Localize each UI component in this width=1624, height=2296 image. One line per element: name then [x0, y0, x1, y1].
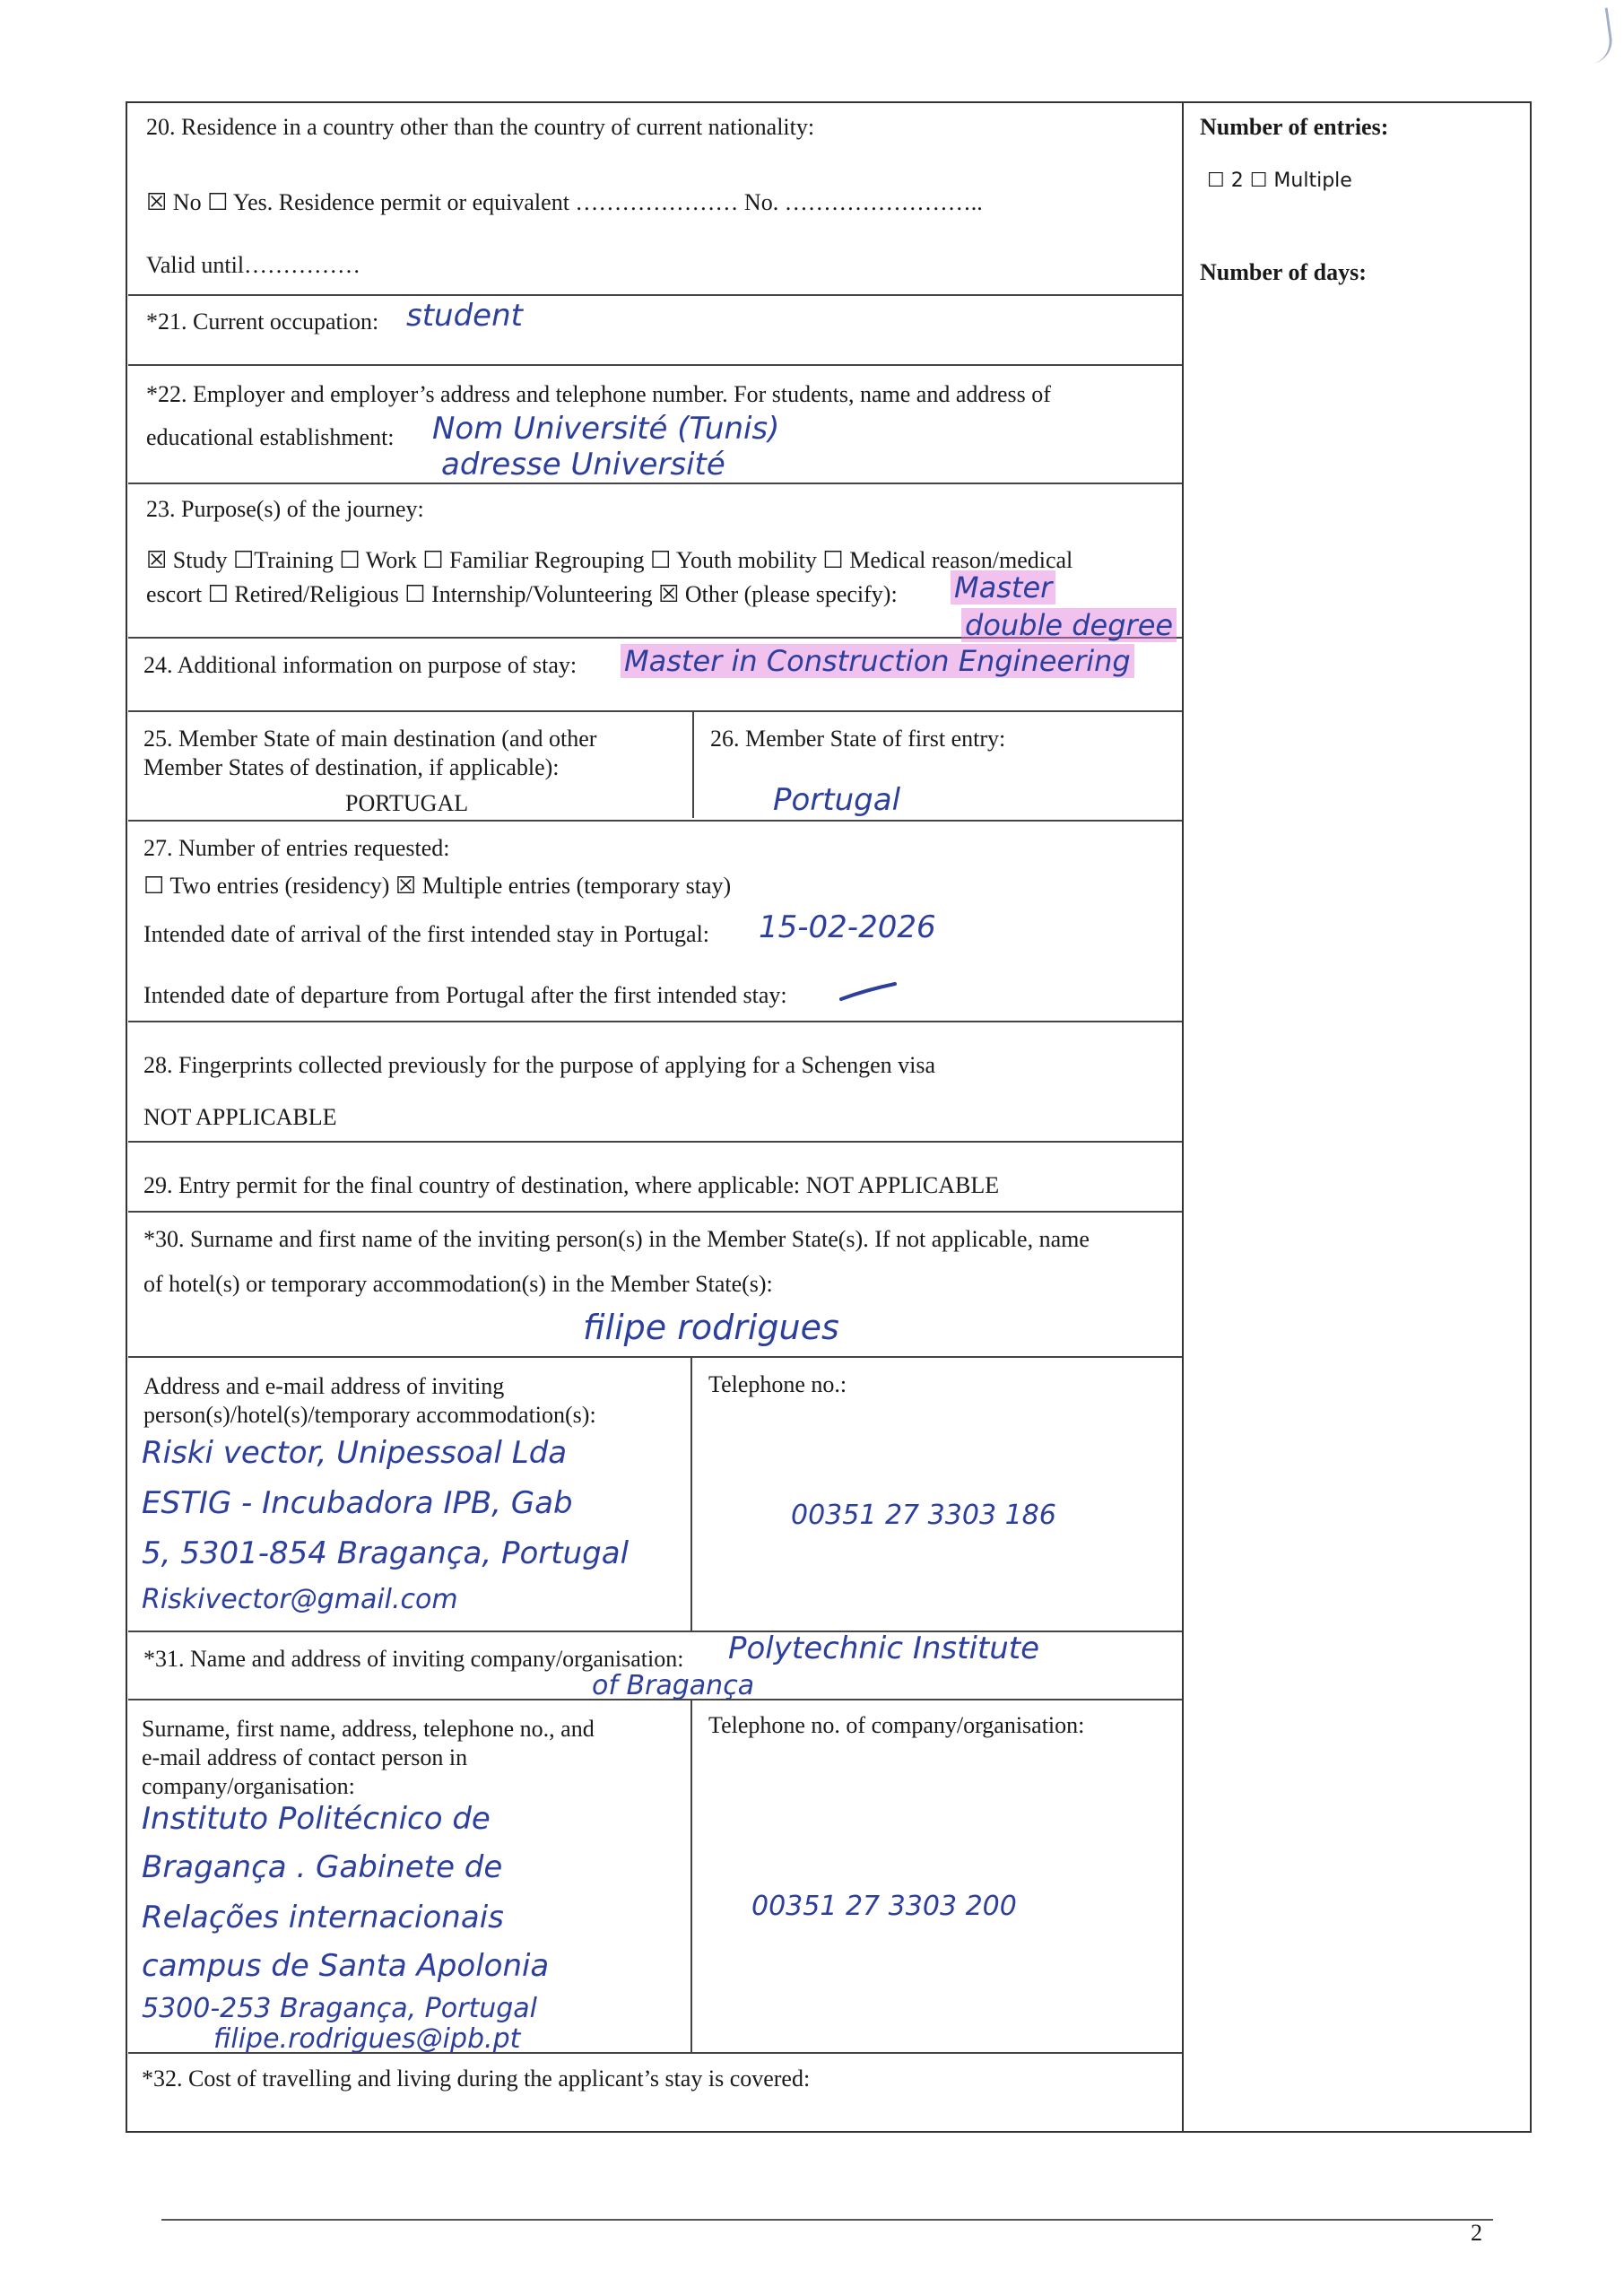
contact-telephone-label: Telephone no. of company/organisation:	[708, 1712, 1085, 1738]
field-23-options-line2[interactable]: escort ☐ Retired/Religious ☐ Internship/Volunteering ☒ Other (please specify):	[146, 581, 898, 607]
contact-value-line5: 5300-253 Bragança, Portugal	[142, 1993, 537, 2024]
field-31-label: *31. Name and address of inviting company/organisation:	[143, 1646, 684, 1672]
field-24-label: 24. Additional information on purpose of stay:	[143, 652, 578, 678]
row-divider	[128, 1356, 1182, 1358]
field-20-label: 20. Residence in a country other than the country of current nationality:	[146, 114, 815, 140]
address-telephone-value: 00351 27 3303 186	[791, 1500, 1056, 1531]
form-side-column	[1182, 101, 1532, 2133]
contact-label-line1: Surname, first name, address, telephone no., and	[142, 1716, 595, 1742]
column-divider	[690, 1700, 692, 2052]
field-27-options[interactable]: ☐ Two entries (residency) ☒ Multiple entries (temporary stay)	[143, 873, 732, 899]
field-28-label: 28. Fingerprints collected previously for the purpose of applying for a Schengen visa	[143, 1052, 936, 1078]
corner-scan-mark	[1584, 7, 1615, 64]
number-of-days-label: Number of days:	[1200, 259, 1367, 285]
field-22-value-line2: adresse Université	[441, 447, 725, 483]
row-divider	[128, 1141, 1182, 1143]
field-29-label: 29. Entry permit for the final country of destination, where applicable: NOT APPLICABLE	[143, 1172, 1000, 1198]
footer-rule	[161, 2219, 1493, 2221]
row-divider	[128, 1211, 1182, 1213]
field-22-value-line1: Nom Université (Tunis)	[432, 411, 780, 447]
field-30-label-line2: of hotel(s) or temporary accommodation(s) in the Member State(s):	[143, 1271, 773, 1297]
address-telephone-label: Telephone no.:	[708, 1371, 847, 1397]
row-divider	[128, 1021, 1182, 1022]
field-28-value: NOT APPLICABLE	[143, 1104, 337, 1130]
field-25-label-line2: Member States of destination, if applicable):	[143, 754, 560, 780]
field-31-value-line1: Polytechnic Institute	[728, 1631, 1040, 1666]
field-26-value: Portugal	[773, 782, 901, 818]
row-divider	[128, 710, 1182, 712]
field-21-label: *21. Current occupation:	[146, 309, 379, 335]
field-24-value-text: Master in Construction Engineering	[621, 644, 1134, 678]
field-20-options[interactable]: ☒ No ☐ Yes. Residence permit or equivalent ………………… No. ……………………..	[146, 189, 983, 215]
address-value-line2: ESTIG - Incubadora IPB, Gab	[142, 1485, 573, 1521]
field-22-label-line1: *22. Employer and employer’s address and telephone number. For students, name and address of	[146, 381, 1051, 407]
column-divider	[690, 1358, 692, 1631]
field-26-label: 26. Member State of first entry:	[710, 726, 1006, 752]
contact-value-line1: Instituto Politécnico de	[142, 1801, 491, 1837]
address-label-line2: person(s)/hotel(s)/temporary accommodation(s):	[143, 1402, 596, 1428]
field-27-arrival-label: Intended date of arrival of the first intended stay in Portugal:	[143, 921, 710, 947]
contact-value-line2: Bragança . Gabinete de	[142, 1849, 503, 1885]
contact-telephone-value: 00351 27 3303 200	[751, 1891, 1017, 1922]
address-value-line3: 5, 5301-854 Bragança, Portugal	[142, 1535, 630, 1571]
field-27-departure-label: Intended date of departure from Portugal after the first intended stay:	[143, 982, 787, 1008]
column-divider	[692, 712, 694, 818]
field-27-arrival-value: 15-02-2026	[759, 909, 936, 945]
row-divider	[128, 294, 1182, 296]
contact-value-line4: campus de Santa Apolonia	[142, 1948, 550, 1984]
field-27-label: 27. Number of entries requested:	[143, 835, 450, 861]
field-24-value	[621, 644, 1134, 678]
contact-value-line6: filipe.rodrigues@ipb.pt	[213, 2023, 521, 2055]
contact-label-line2: e-mail address of contact person in	[142, 1744, 468, 1770]
field-23-other-value-line2-text: double degree	[961, 608, 1177, 642]
field-30-label-line1: *30. Surname and first name of the inviting person(s) in the Member State(s). If not applicable, name	[143, 1226, 1090, 1252]
address-label-line1: Address and e-mail address of inviting	[143, 1373, 505, 1399]
entries-checkboxes[interactable]: ☐ 2 ☐ Multiple	[1207, 170, 1352, 192]
field-23-other-value-line1	[951, 570, 1055, 604]
field-22-label-line2: educational establishment:	[146, 424, 395, 450]
field-25-label-line1: 25. Member State of main destination (and other	[143, 726, 597, 752]
field-25-value: PORTUGAL	[345, 790, 469, 816]
field-23-other-value-line1-text: Master	[951, 570, 1055, 604]
field-23-options-line1[interactable]: ☒ Study ☐Training ☐ Work ☐ Familiar Regrouping ☐ Youth mobility ☐ Medical reason/medical	[146, 547, 1073, 573]
row-divider	[128, 820, 1182, 822]
field-21-value: student	[406, 298, 523, 334]
contact-label-line3: company/organisation:	[142, 1773, 355, 1799]
address-value-line1: Riski vector, Unipessoal Lda	[142, 1435, 568, 1471]
field-27-departure-dash	[838, 981, 900, 1003]
field-30-value: filipe rodrigues	[583, 1308, 839, 1347]
address-value-line4: Riskivector@gmail.com	[142, 1584, 458, 1615]
contact-value-line3: Relações internacionais	[142, 1900, 504, 1935]
number-of-entries-label: Number of entries:	[1200, 114, 1389, 140]
field-23-label: 23. Purpose(s) of the journey:	[146, 496, 424, 522]
row-divider	[128, 364, 1182, 366]
field-31-value-line2: of Bragança	[592, 1670, 755, 1701]
field-23-other-value-line2	[961, 608, 1177, 642]
page-number: 2	[1471, 2220, 1482, 2246]
field-32-label: *32. Cost of travelling and living during the applicant’s stay is covered:	[142, 2066, 811, 2092]
field-20-valid-until: Valid until……………	[146, 252, 361, 278]
